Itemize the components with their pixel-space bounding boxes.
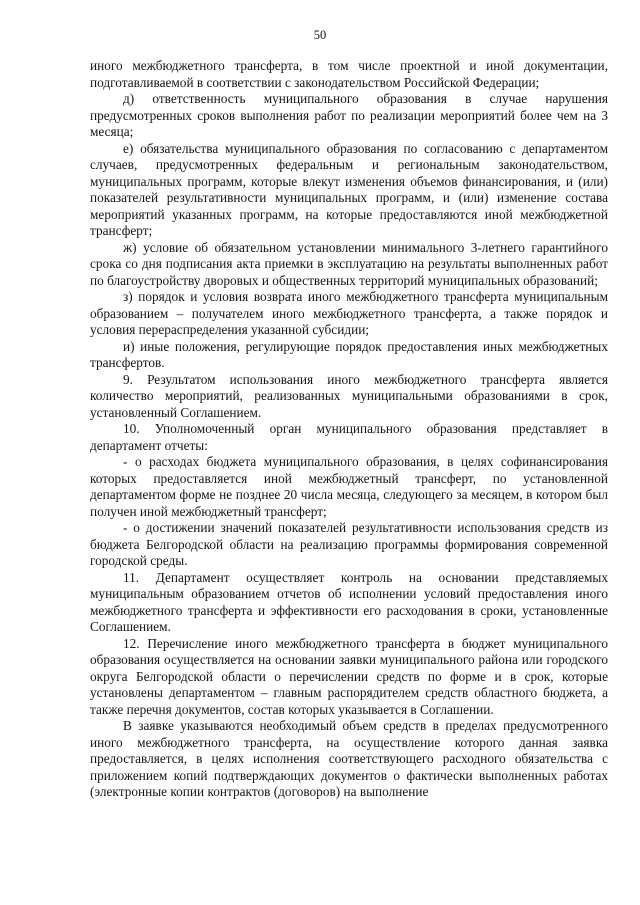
paragraph: - о достижении значений показателей результативности использования средств из бюджета Белгородской области на реализацию программы формирования современной городской среды. — [90, 520, 608, 568]
paragraph: д) ответственность муниципального образования в случае нарушения предусмотренных сроков выполнения работ по реализации мероприятий более чем на 3 месяца; — [90, 91, 608, 139]
page-number: 50 — [313, 28, 327, 42]
paragraph: 12. Перечисление иного межбюджетного трансферта в бюджет муниципального образования осуществляется на основании заявки муниципального района или городского округа Белгородской области о перечислении средств по форме и в срок, которые установлены департаментом – главным распорядителем средств областного бюджета, а также перечня документов, состав которых указывается в Соглашении. — [90, 635, 608, 717]
paragraph: 9. Результатом использования иного межбюджетного трансферта является количество мероприятий, реализованных муниципальными образованиями в срок, установленный Соглашением. — [90, 371, 608, 420]
paragraph: з) порядок и условия возврата иного межбюджетного трансферта муниципальным образованием – получателем иного межбюджетного трансферта, а также порядок и условия перераспределения указанной субсидии; — [90, 289, 608, 337]
paragraph: ж) условие об обязательном установлении минимального 3-летнего гарантийного срока со дня подписания акта приемки в эксплуатацию на результаты выполненных работ по благоустройству дворовых и общественных территорий муниципальных образований; — [90, 239, 608, 288]
paragraph: иного межбюджетного трансферта, в том числе проектной и иной документации, подготавливаемой в соответствии с законодательством Российской Федерации; — [90, 58, 608, 90]
body-text — [90, 58, 608, 801]
paragraph: е) обязательства муниципального образования по согласованию с департаментом случаев, предусмотренных федеральным и региональным законодательством, муниципальных программ, которые влекут изменения объемов финансирования, и (или) показателей результативности муниципальных программ, и (или) изменение состава мероприятий указанных программ, на которые предоставляются иной межбюджетной трансферт; — [90, 140, 608, 238]
paragraph: В заявке указываются необходимый объем средств в пределах предусмотренного иного межбюджетного трансферта, на осуществление которого данная заявка предоставляется, в целях исполнения соответствующего расходного обязательства с приложением копий подтверждающих документов о фактически выполненных работах (электронные копии контрактов (договоров) на выполнение — [90, 718, 608, 799]
paragraph: - о расходах бюджета муниципального образования, в целях софинансирования которых предоставляется иной межбюджетный трансферт, по установленной департаментом форме не позднее 20 числа месяца, следующего за месяцем, в котором был получен иной межбюджетный трансферт; — [90, 454, 608, 519]
paragraph: 10. Уполномоченный орган муниципального образования представляет в департамент отчеты: — [90, 421, 608, 453]
paragraph: 11. Департамент осуществляет контроль на основании представляемых муниципальным образованием отчетов об исполнении условий предоставления иного межбюджетного трансферта и эффективности его расходования в сроки, установленные Соглашением. — [90, 569, 608, 634]
paragraph: и) иные положения, регулирующие порядок предоставления иных межбюджетных трансфертов. — [90, 338, 608, 370]
